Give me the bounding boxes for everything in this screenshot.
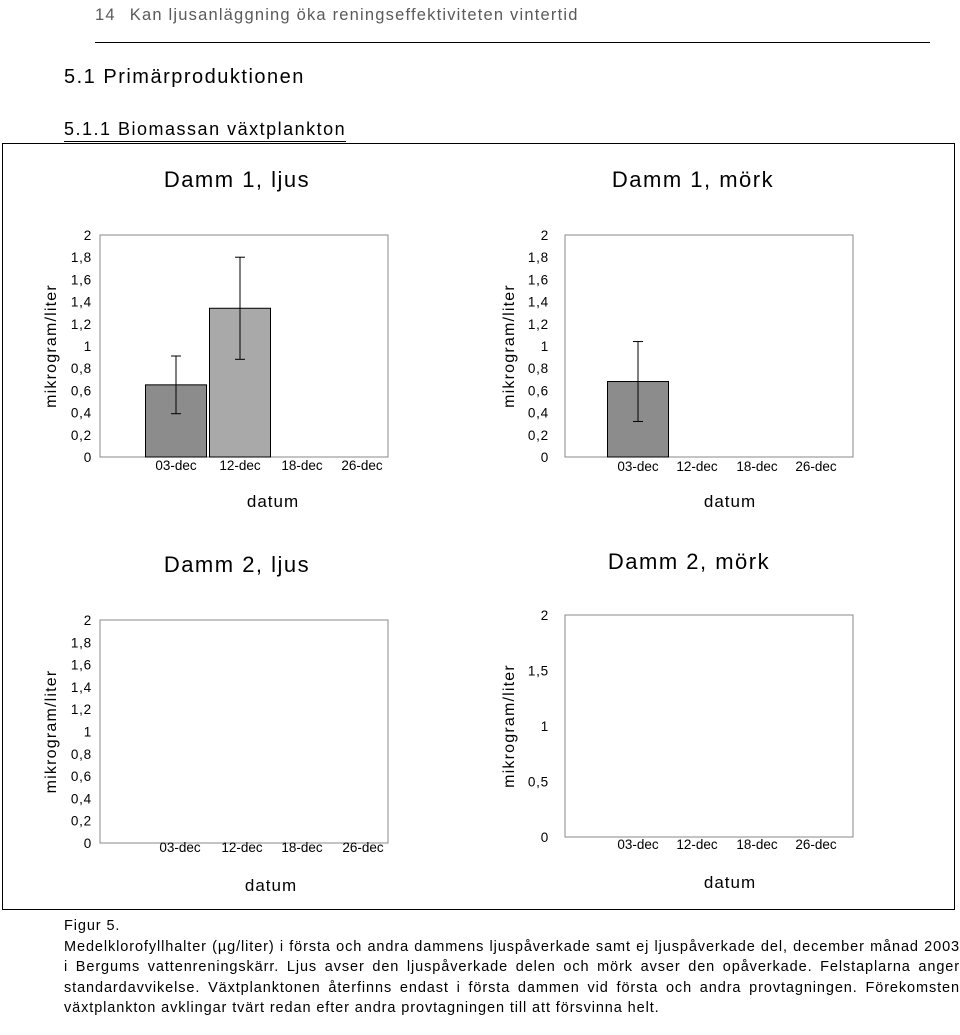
y-tick-label: 1,5 [527,663,549,679]
y-tick-label: 0,4 [70,405,92,421]
y-tick-label: 1,8 [70,635,92,651]
y-tick-label: 0,6 [70,769,92,785]
x-tick-label: 03-dec [617,837,659,852]
y-tick-label: 0 [83,450,92,465]
x-axis-label: datum [244,876,298,895]
y-tick-label: 1,2 [527,316,549,332]
y-tick-label: 0,6 [70,383,92,399]
chart-damm1-ljus [0,150,470,530]
x-tick-label: 18-dec [281,458,323,473]
x-tick-label: 18-dec [281,840,323,855]
plot-area [565,615,853,837]
y-tick-label: 1,8 [70,250,92,266]
y-axis-label: mikrogram/liter [43,284,60,408]
header-rule [95,42,930,43]
y-tick-label: 0,4 [527,405,549,421]
chart-damm2-ljus [0,535,470,900]
chart-damm2-mork [480,535,950,900]
y-tick-label: 0,2 [70,813,92,829]
page-number: 14 [95,6,116,24]
x-tick-label: 12-dec [219,458,261,473]
chart-title: Damm 2, mörk [607,549,771,574]
y-tick-label: 0 [83,836,92,851]
y-tick-label: 0,5 [527,774,549,790]
y-tick-label: 0,8 [70,361,92,377]
x-axis-label: datum [703,492,757,511]
x-tick-label: 26-dec [341,458,383,473]
section-heading: 5.1 Primärproduktionen [64,66,305,88]
y-tick-label: 1,6 [70,272,92,288]
y-tick-label: 1 [83,339,92,354]
y-tick-label: 2 [540,608,549,623]
y-axis-label: mikrogram/liter [501,664,518,788]
chart-title: Damm 1, mörk [611,167,775,192]
x-tick-label: 26-dec [342,840,384,855]
y-tick-label: 2 [83,228,92,243]
y-tick-label: 0 [540,830,549,845]
running-header [95,6,579,25]
y-tick-label: 1,4 [70,679,92,695]
y-tick-label: 1,4 [70,294,92,310]
y-tick-label: 2 [83,613,92,628]
y-axis-label: mikrogram/liter [501,284,518,408]
section-subheading: 5.1.1 Biomassan växtplankton [64,119,346,142]
x-tick-label: 12-dec [676,459,718,474]
x-tick-label: 26-dec [795,837,837,852]
y-tick-label: 0,8 [527,361,549,377]
y-tick-label: 0,8 [70,746,92,762]
y-tick-label: 1,2 [70,316,92,332]
chart-title: Damm 2, ljus [163,552,311,577]
x-tick-label: 18-dec [736,459,778,474]
x-axis-label: datum [246,492,300,511]
y-tick-label: 1,8 [527,250,549,266]
x-tick-label: 12-dec [676,837,718,852]
y-tick-label: 1 [83,724,92,740]
y-tick-label: 0,4 [70,791,92,807]
y-tick-label: 1,4 [527,294,549,310]
figure-caption [64,916,960,1019]
y-tick-label: 1,6 [527,272,549,288]
plot-area [100,620,388,843]
y-tick-label: 1,6 [70,657,92,673]
x-tick-label: 03-dec [155,458,197,473]
x-tick-label: 18-dec [736,837,778,852]
x-tick-label: 03-dec [617,459,659,474]
x-tick-label: 12-dec [221,840,263,855]
y-tick-label: 1 [540,339,549,354]
x-tick-label: 26-dec [795,459,837,474]
x-tick-label: 03-dec [159,840,201,855]
running-title: Kan ljusanläggning öka reningseffektiviteten vintertid [129,6,579,24]
y-tick-label: 0,2 [70,427,92,443]
chart-title: Damm 1, ljus [163,167,311,192]
y-tick-label: 1 [540,719,549,734]
y-tick-label: 0,6 [527,383,549,399]
caption-label: Figur 5. [64,918,121,934]
x-axis-label: datum [703,873,757,892]
y-tick-label: 2 [540,228,549,243]
caption-text: Medelklorofyllhalter (µg/liter) i första och andra dammens ljuspåverkade samt ej ljuspåverkade del, december månad 2003 i Bergums vattenreningskärr. Ljus avser den ljuspåverkade delen och mörk avser den opåverkade. Felstaplarna anger standardavvikelse. Växtplanktonen återfinns endast i första dammen vid första och andra provtagningen. Förekomsten växtplankton avklingar tvärt redan efter andra provtagningen till att försvinna helt. [64,938,960,1016]
y-axis-label: mikrogram/liter [43,669,60,794]
chart-damm1-mork [480,150,950,530]
y-tick-label: 1,2 [70,702,92,718]
y-tick-label: 0,2 [527,427,549,443]
y-tick-label: 0 [540,450,549,465]
